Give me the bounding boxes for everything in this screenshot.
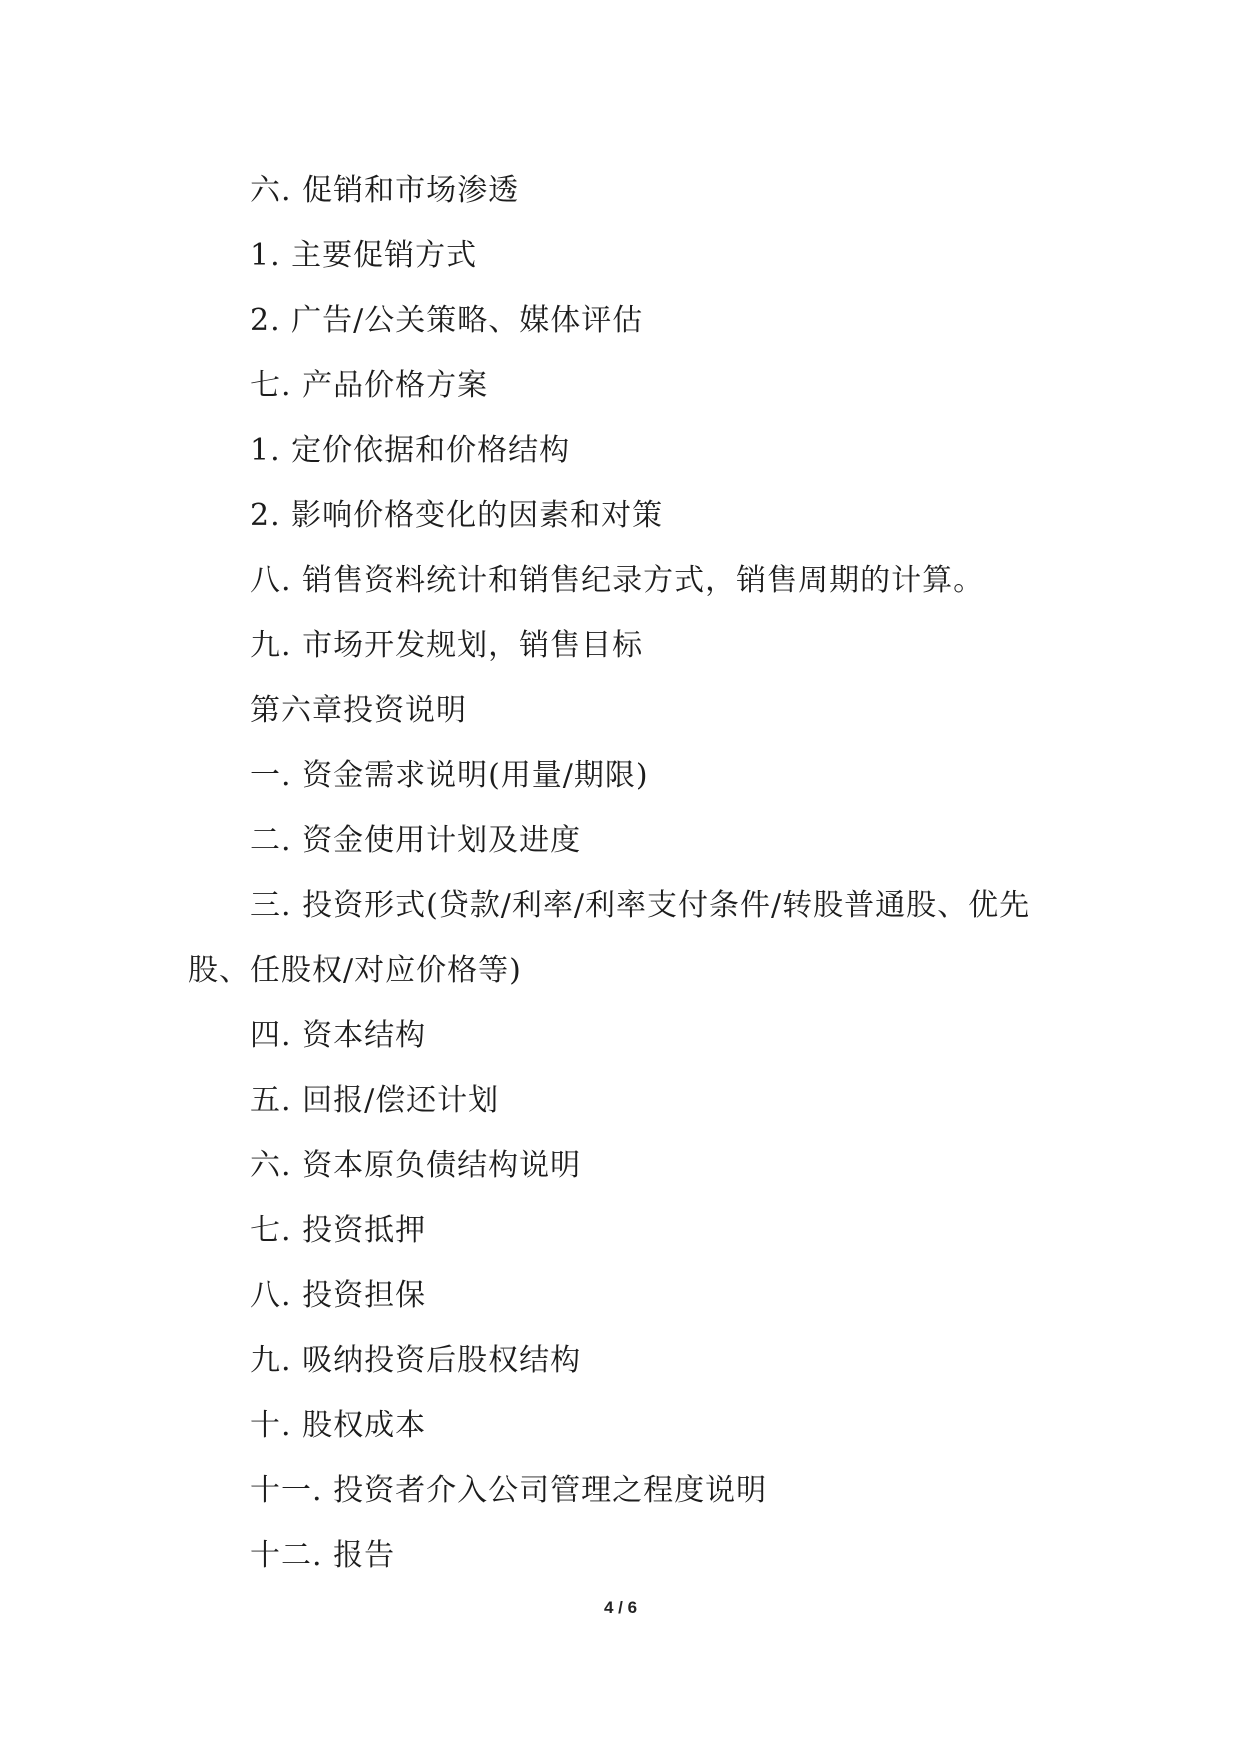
document-body bbox=[188, 158, 1068, 1588]
paragraph: 一. 资金需求说明(用量/期限) bbox=[250, 758, 649, 793]
paragraph: 1. 主要促销方式 bbox=[250, 238, 478, 273]
paragraph: 六. 促销和市场渗透 bbox=[250, 173, 520, 208]
paragraph: 九. 吸纳投资后股权结构 bbox=[250, 1343, 582, 1378]
paragraph: 五. 回报/偿还计划 bbox=[250, 1083, 500, 1118]
paragraph: 十. 股权成本 bbox=[250, 1408, 427, 1443]
paragraph: 十二. 报告 bbox=[250, 1538, 396, 1573]
paragraph: 七. 产品价格方案 bbox=[250, 368, 489, 403]
paragraph: 八. 投资担保 bbox=[250, 1278, 427, 1313]
paragraph: 六. 资本原负债结构说明 bbox=[250, 1148, 582, 1183]
paragraph: 2. 影响价格变化的因素和对策 bbox=[250, 498, 664, 533]
paragraph: 十一. 投资者介入公司管理之程度说明 bbox=[250, 1473, 768, 1508]
paragraph: 1. 定价依据和价格结构 bbox=[250, 433, 571, 468]
paragraph: 四. 资本结构 bbox=[250, 1018, 427, 1053]
chapter-heading: 第六章投资说明 bbox=[250, 693, 467, 728]
page-number: 4 / 6 bbox=[603, 1598, 638, 1617]
paragraph: 2. 广告/公关策略、媒体评估 bbox=[250, 303, 644, 338]
paragraph: 七. 投资抵押 bbox=[250, 1213, 427, 1248]
paragraph: 二. 资金使用计划及进度 bbox=[250, 823, 582, 858]
paragraph: 九. 市场开发规划，销售目标 bbox=[250, 628, 644, 663]
paragraph: 三. 投资形式(贷款/利率/利率支付条件/转股普通股、优先股、任股权/对应价格等) bbox=[188, 888, 1031, 988]
paragraph: 八. 销售资料统计和销售纪录方式，销售周期的计算。 bbox=[250, 563, 985, 598]
